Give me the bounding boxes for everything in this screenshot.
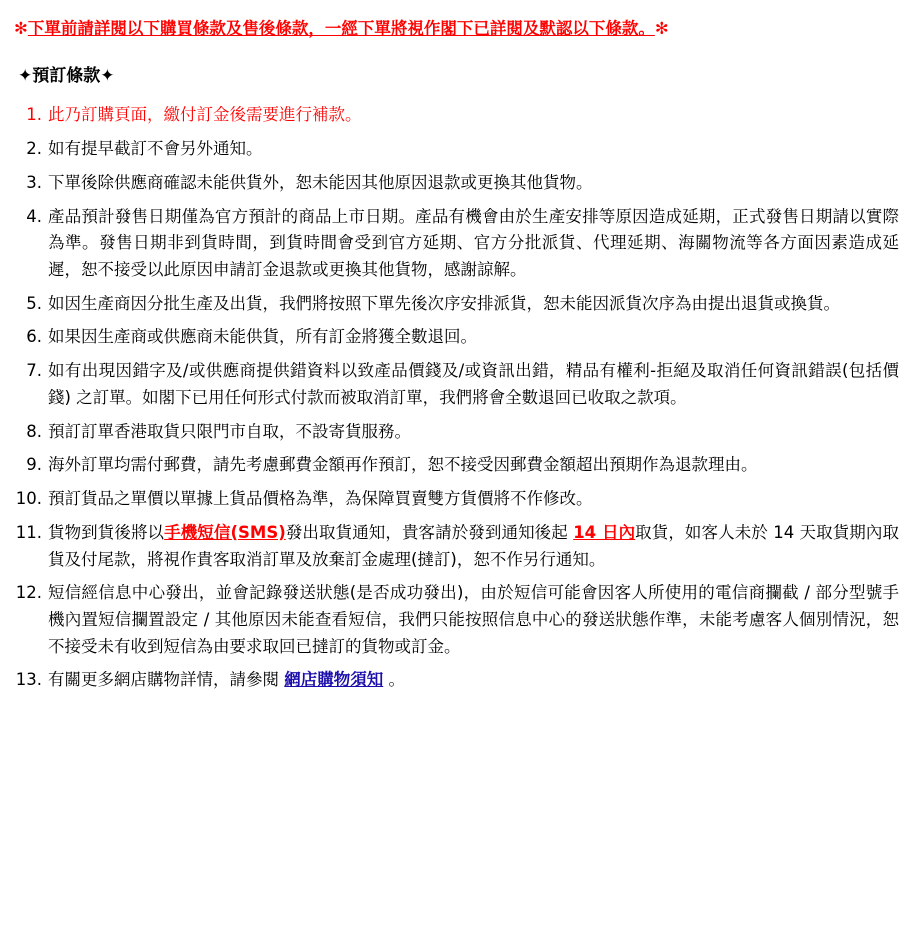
term-number: 12. (15, 583, 42, 603)
term-text (48, 670, 405, 689)
term-text (48, 523, 899, 569)
term-number: 7. (26, 361, 42, 381)
term-item (14, 580, 899, 660)
term-number: 3. (26, 172, 42, 192)
term-text: 如因生產商因分批生產及出貨，我們將按照下單先後次序安排派貨，恕未能因派貨次序為由提出退貨或換貨。 (48, 293, 840, 313)
term-text: 如果因生產商或供應商未能供貨，所有訂金將獲全數退回。 (48, 327, 477, 347)
alert-banner-text: 下單前請詳閱以下購買條款及售後條款，一經下單將視作閣下已詳閱及默認以下條款。 (27, 19, 655, 38)
term-text: 短信經信息中心發出，並會記錄發送狀態(是否成功發出)，由於短信可能會因客人所使用的電信商攔截 / 部分型號手機內置短信攔置設定 / 其他原因未能查看短信，我們只能按照信息中心的發送狀態作準，未能考慮客人個別情況，恕不接受未有收到短信為由要求取回已撻訂的貨物或訂金。 (48, 583, 899, 656)
term-text: 此乃訂購頁面，繳付訂金後需要進行補款。 (48, 105, 362, 125)
term-item (14, 324, 899, 351)
term-number: 5. (26, 293, 42, 313)
term-item (14, 419, 899, 446)
term-text: 預訂訂單香港取貨只限門市自取，不設寄貨服務。 (48, 421, 411, 441)
term-text-segment: 取貨，如客人未於 14 天取貨期內取貨及付尾款，將視作貴客取消訂單及放棄訂金處理(撻訂)，恕不作另行通知。 (48, 522, 899, 569)
term-item (14, 486, 899, 513)
section-title: ✦預訂條款✦ (18, 66, 115, 87)
term-item (14, 452, 899, 479)
term-text: 如有出現因錯字及/或供應商提供錯資料以致產品價錢及/或資訊出錯，精品有權利-拒絕及取消任何資訊錯誤(包括價錢) 之訂單。如閣下已用任何形式付款而被取消訂單，我們將會全數退回已收取之款項。 (48, 361, 899, 407)
term-text: 產品預計發售日期僅為官方預計的商品上市日期。產品有機會由於生產安排等原因造成延期，正式發售日期請以實際為準。發售日期非到貨時間，到貨時間會受到官方延期、官方分批派貨、代理延期、海關物流等各方面因素造成延遲，恕不接受以此原因申請訂金退款或更換其他貨物，感謝諒解。 (48, 206, 899, 280)
star-icon-left: ✻ (14, 19, 28, 38)
term-item (14, 667, 899, 694)
term-number: 4. (26, 206, 42, 226)
term-text-segment: 。 (383, 670, 405, 690)
term-text-segment: 發出取貨通知，貴客請於發到通知後起 (285, 522, 574, 542)
term-number: 1. (26, 105, 42, 125)
term-number: 8. (26, 421, 42, 441)
term-text: 預訂貨品之單價以單據上貨品價格為準，為保障買賣雙方貨價將不作修改。 (48, 489, 593, 509)
term-text: 下單後除供應商確認未能供貨外，恕未能因其他原因退款或更換其他貨物。 (48, 172, 593, 192)
term-number: 13. (15, 670, 42, 690)
term-item (14, 291, 899, 318)
term-number: 6. (26, 327, 42, 347)
term-item (14, 102, 899, 129)
term-number: 2. (26, 139, 42, 159)
term-item (14, 136, 899, 163)
terms-list (14, 102, 899, 694)
term-item (14, 204, 899, 284)
term-text-segment: 有關更多網店購物詳情，請參閱 (48, 670, 285, 690)
term-text-segment: 貨物到貨後將以 (48, 522, 165, 542)
term-emphasis: 手機短信(SMS) (164, 522, 286, 542)
term-item (14, 170, 899, 197)
term-number: 11. (15, 522, 42, 542)
term-text: 如有提早截訂不會另外通知。 (48, 139, 263, 159)
star-icon-right: ✻ (654, 19, 669, 38)
shop-guide-link[interactable]: 網店購物須知 (284, 670, 384, 690)
term-item (14, 520, 899, 573)
term-item (14, 358, 899, 411)
alert-banner (14, 18, 899, 39)
term-number: 10. (15, 489, 42, 509)
term-text: 海外訂單均需付郵費，請先考慮郵費金額再作預訂，恕不接受因郵費金額超出預期作為退款理由。 (48, 455, 758, 475)
term-emphasis: 14 日內 (573, 522, 636, 542)
term-number: 9. (26, 455, 42, 475)
